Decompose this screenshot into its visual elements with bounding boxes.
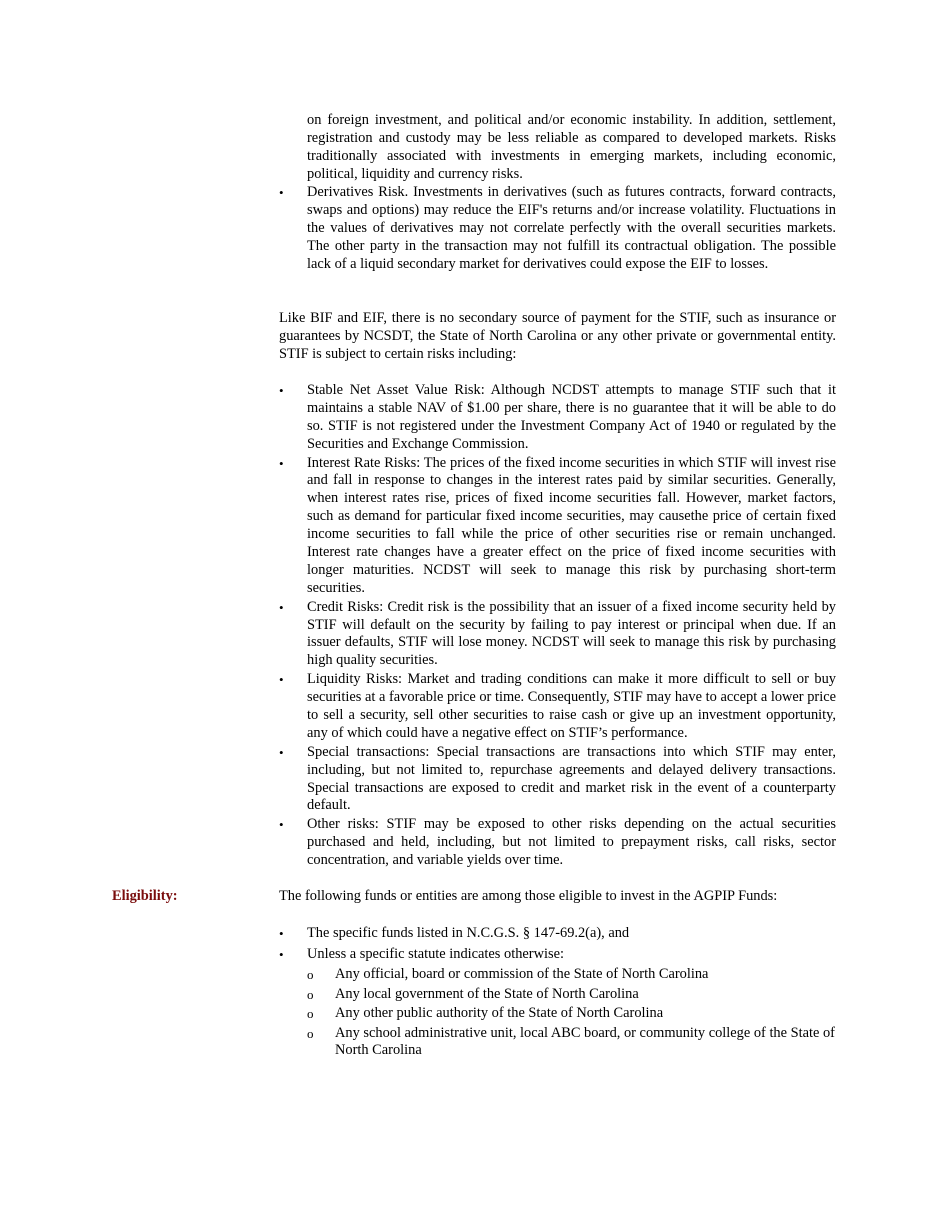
bullet-icon: • [279, 672, 284, 688]
list-item-text: Interest Rate Risks: The prices of the fixed income securities in which STIF will invest rise and fall in response to changes in the interest rates paid by similar securities. Generally, when interest rates rise, prices of fixed income securities fall. However, market factors, such as demand for particular fixed income securities, may causethe price of certain fixed income securities to fall while the price of other securities rise or remain unchanged. Interest rate changes have a greater effect on the price of fixed income securities with longer maturities. NCDST will seek to manage this risk by purchasing short-term securities. [307, 454, 836, 596]
list-item-text: Liquidity Risks: Market and trading conditions can make it more difficult to sell or buy securities at a favorable price or time. Consequently, STIF may have to accept a lower price to sell a security, sell other securities to raise cash or give up an investment opportunity, any of which could have a negative effect on STIF’s performance. [307, 671, 836, 741]
eligibility-list-wrapper [279, 925, 836, 1062]
continuation-paragraph: on foreign investment, and political and/or economic instability. In addition, settlement, registration and custody may be less reliable as compared to developed markets. Risks traditionally associated with investments in emerging markets, including economic, political, liquidity and currency risks. [307, 112, 836, 182]
stif-risk-list [279, 382, 836, 870]
circle-bullet-icon: o [307, 1006, 314, 1022]
eligibility-sub-list [307, 966, 836, 1060]
stif-intro-paragraph: Like BIF and EIF, there is no secondary source of payment for the STIF, such as insurance or guarantees by NCSDT, the State of North Carolina or any other private or governmental entity. STIF is subject to certain risks including: [279, 310, 836, 362]
sub-list-item-text: Any local government of the State of North Carolina [335, 985, 639, 1002]
list-item-text: Credit Risks: Credit risk is the possibility that an issuer of a fixed income security held by STIF will default on the security by failing to pay interest or principal when due. If an issuer defaults, STIF will lose money. NCDST will seek to manage this risk by purchasing high quality securities. [307, 598, 836, 669]
sub-list-item-local-government [307, 986, 836, 1004]
eligibility-label: Eligibility: [112, 888, 178, 904]
list-item-text: Unless a specific statute indicates otherwise: [307, 946, 564, 963]
circle-bullet-icon: o [307, 986, 314, 1002]
bullet-icon: • [279, 817, 284, 833]
list-item-unless-statute [279, 946, 836, 1060]
stif-risk-list-wrapper [279, 382, 836, 871]
list-item-text: The specific funds listed in N.C.G.S. § 147-69.2(a), and [307, 925, 630, 941]
eif-risk-list-wrapper [279, 184, 836, 274]
list-item-special-transactions [279, 744, 836, 816]
list-item-text: Derivatives Risk. Investments in derivatives (such as futures contracts, forward contracts, swaps and options) may reduce the EIF's returns and/or increase volatility. Fluctuations in the values of derivatives may not correlate perfectly with the overall securities markets. The other party in the transaction may not fulfill its contractual obligation. The possible lack of a liquid secondary market for derivatives could expose the EIF to losses. [307, 184, 836, 272]
sub-list-item-text: Any other public authority of the State of North Carolina [335, 1005, 664, 1022]
bullet-icon: • [279, 185, 284, 200]
bullet-icon: • [279, 947, 284, 963]
list-item-text: Special transactions: Special transactions are transactions into which STIF may enter, including, but not limited to, repurchase agreements and delayed delivery transactions. Special transactions are exposed to credit and market risk in the event of a counterparty default. [307, 743, 836, 814]
list-item-specific-funds [279, 925, 836, 943]
bullet-icon: • [279, 926, 284, 941]
bullet-icon: • [279, 599, 284, 615]
list-item-interest-rate-risks [279, 455, 836, 598]
list-item-credit-risks [279, 599, 836, 671]
sub-list-item-public-authority [307, 1005, 836, 1023]
list-item-other-risks [279, 816, 836, 870]
list-item-liquidity-risks [279, 671, 836, 743]
list-item-text: Stable Net Asset Value Risk: Although NCDST attempts to manage STIF such that it maintains a stable NAV of $1.00 per share, there is no guarantee that it will be able to do so. STIF is not registered under the Investment Company Act of 1940 or regulated by the Securities and Exchange Commission. [307, 382, 836, 452]
circle-bullet-icon: o [307, 1025, 314, 1041]
eligibility-list [279, 925, 836, 1060]
sub-list-item-official-board [307, 966, 836, 984]
bullet-icon: • [279, 383, 284, 398]
sub-list-item-school-unit [307, 1025, 836, 1061]
list-item-stable-nav-risk [279, 382, 836, 454]
bullet-icon: • [279, 455, 284, 471]
sub-list-item-text: Any school administrative unit, local ABC board, or community college of the State of North Carolina [335, 1024, 835, 1059]
circle-bullet-icon: o [307, 967, 314, 983]
list-item-text: Other risks: STIF may be exposed to other risks depending on the actual securities purchased and held, including, but not limited to prepayment risks, call risks, sector concentration, and variable yields over time. [307, 816, 836, 869]
sub-list-item-text: Any official, board or commission of the State of North Carolina [335, 966, 709, 983]
eligibility-intro: The following funds or entities are among those eligible to invest in the AGPIP Funds: [279, 888, 778, 904]
eif-risk-list [279, 184, 836, 274]
bullet-icon: • [279, 744, 284, 760]
list-item-derivatives-risk [279, 184, 836, 274]
